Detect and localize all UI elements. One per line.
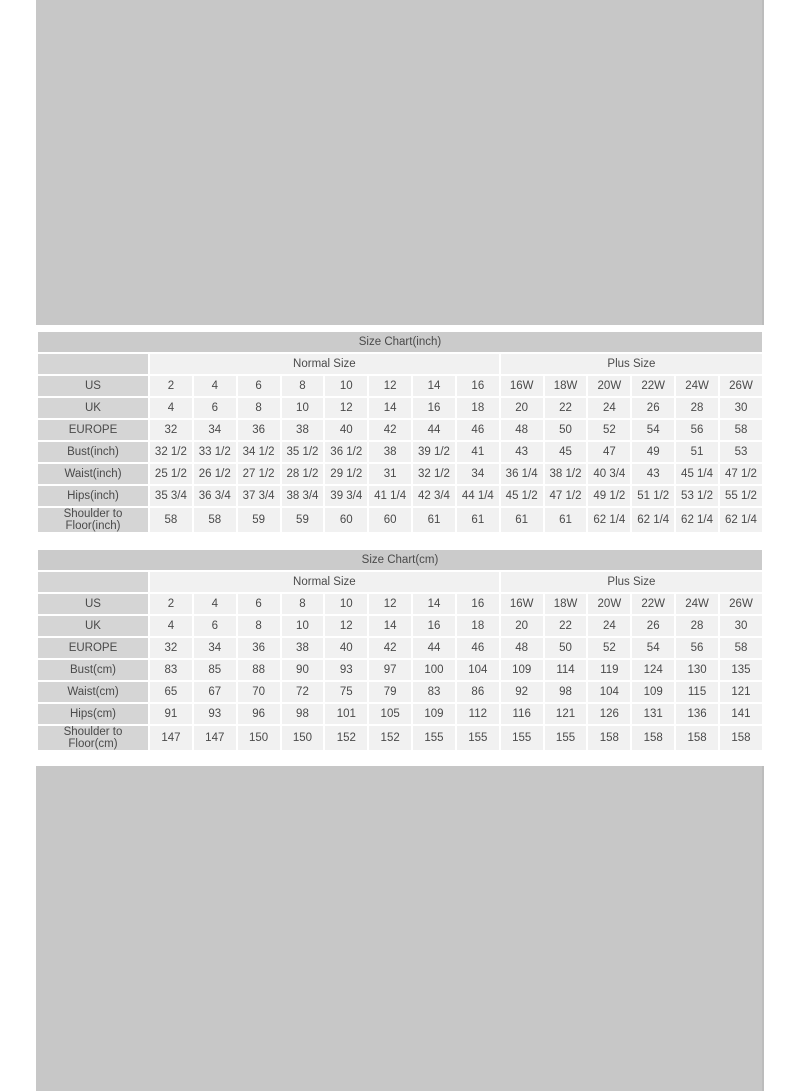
value-cell: 126 [588,704,630,724]
value-cell: 152 [325,726,367,750]
value-cell: 131 [632,704,674,724]
size-chart-panel [36,325,764,766]
value-cell: 24W [676,594,718,614]
value-cell: 88 [238,660,280,680]
value-cell: 40 [325,420,367,440]
value-cell: 16 [413,398,455,418]
value-cell: 51 [676,442,718,462]
value-cell: 22W [632,594,674,614]
value-cell: 147 [150,726,192,750]
value-cell: 60 [369,508,411,532]
value-cell: 130 [676,660,718,680]
table-row [38,442,762,462]
value-cell: 91 [150,704,192,724]
value-cell: 46 [457,420,499,440]
value-cell: 12 [325,398,367,418]
value-cell: 62 1/4 [720,508,762,532]
value-cell: 56 [676,638,718,658]
value-cell: 8 [282,594,324,614]
value-cell: 36 [238,638,280,658]
value-cell: 119 [588,660,630,680]
value-cell: 53 [720,442,762,462]
value-cell: 26W [720,376,762,396]
table-row [38,398,762,418]
value-cell: 38 [282,420,324,440]
group-header-normal-size: Normal Size [150,572,499,592]
value-cell: 18W [545,594,587,614]
value-cell: 34 [457,464,499,484]
value-cell: 16W [501,594,543,614]
row-label: Bust(inch) [38,442,148,462]
value-cell: 38 3/4 [282,486,324,506]
table-title: Size Chart(cm) [38,550,762,570]
row-label: Waist(cm) [38,682,148,702]
value-cell: 24 [588,398,630,418]
value-cell: 38 1/2 [545,464,587,484]
value-cell: 31 [369,464,411,484]
value-cell: 44 1/4 [457,486,499,506]
value-cell: 98 [282,704,324,724]
row-label: US [38,376,148,396]
value-cell: 62 1/4 [588,508,630,532]
value-cell: 114 [545,660,587,680]
value-cell: 56 [676,420,718,440]
value-cell: 18 [457,398,499,418]
value-cell: 65 [150,682,192,702]
value-cell: 2 [150,594,192,614]
value-cell: 46 [457,638,499,658]
value-cell: 67 [194,682,236,702]
size-chart-cm-table [36,548,764,752]
value-cell: 8 [282,376,324,396]
value-cell: 6 [238,376,280,396]
value-cell: 75 [325,682,367,702]
value-cell: 62 1/4 [676,508,718,532]
value-cell: 112 [457,704,499,724]
value-cell: 155 [457,726,499,750]
group-header-row [38,572,762,592]
value-cell: 22W [632,376,674,396]
value-cell: 97 [369,660,411,680]
value-cell: 20 [501,398,543,418]
value-cell: 147 [194,726,236,750]
value-cell: 50 [545,638,587,658]
value-cell: 30 [720,616,762,636]
group-header-normal-size: Normal Size [150,354,499,374]
value-cell: 6 [194,616,236,636]
value-cell: 18W [545,376,587,396]
value-cell: 105 [369,704,411,724]
value-cell: 10 [282,616,324,636]
value-cell: 14 [369,616,411,636]
value-cell: 83 [413,682,455,702]
value-cell: 24 [588,616,630,636]
value-cell: 26W [720,594,762,614]
value-cell: 34 1/2 [238,442,280,462]
value-cell: 24W [676,376,718,396]
value-cell: 109 [413,704,455,724]
corner-cell [38,572,148,592]
value-cell: 14 [413,594,455,614]
value-cell: 40 [325,638,367,658]
value-cell: 61 [545,508,587,532]
row-label: EUROPE [38,420,148,440]
value-cell: 61 [413,508,455,532]
value-cell: 42 [369,638,411,658]
value-cell: 35 1/2 [282,442,324,462]
value-cell: 12 [325,616,367,636]
value-cell: 22 [545,398,587,418]
size-chart-inch-table [36,330,764,534]
value-cell: 20W [588,376,630,396]
value-cell: 61 [457,508,499,532]
value-cell: 12 [369,594,411,614]
value-cell: 41 [457,442,499,462]
table-row [38,464,762,484]
value-cell: 26 [632,398,674,418]
value-cell: 10 [282,398,324,418]
value-cell: 100 [413,660,455,680]
table-title-row [38,550,762,570]
value-cell: 29 1/2 [325,464,367,484]
value-cell: 155 [413,726,455,750]
value-cell: 101 [325,704,367,724]
value-cell: 34 [194,420,236,440]
value-cell: 52 [588,638,630,658]
value-cell: 152 [369,726,411,750]
value-cell: 16W [501,376,543,396]
value-cell: 6 [194,398,236,418]
value-cell: 39 1/2 [413,442,455,462]
value-cell: 96 [238,704,280,724]
value-cell: 34 [194,638,236,658]
value-cell: 25 1/2 [150,464,192,484]
value-cell: 92 [501,682,543,702]
table-row [38,682,762,702]
value-cell: 158 [720,726,762,750]
group-header-plus-size: Plus Size [501,572,762,592]
value-cell: 85 [194,660,236,680]
value-cell: 14 [413,376,455,396]
value-cell: 141 [720,704,762,724]
value-cell: 28 1/2 [282,464,324,484]
value-cell: 47 1/2 [545,486,587,506]
value-cell: 41 1/4 [369,486,411,506]
row-label: UK [38,616,148,636]
value-cell: 109 [501,660,543,680]
value-cell: 54 [632,420,674,440]
value-cell: 72 [282,682,324,702]
value-cell: 33 1/2 [194,442,236,462]
table-row [38,420,762,440]
table-row [38,376,762,396]
table-row [38,594,762,614]
value-cell: 6 [238,594,280,614]
value-cell: 61 [501,508,543,532]
value-cell: 47 1/2 [720,464,762,484]
value-cell: 40 3/4 [588,464,630,484]
value-cell: 45 [545,442,587,462]
table-row [38,660,762,680]
value-cell: 16 [457,594,499,614]
value-cell: 90 [282,660,324,680]
value-cell: 109 [632,682,674,702]
value-cell: 42 [369,420,411,440]
value-cell: 55 1/2 [720,486,762,506]
value-cell: 45 1/4 [676,464,718,484]
value-cell: 121 [720,682,762,702]
value-cell: 59 [282,508,324,532]
value-cell: 98 [545,682,587,702]
value-cell: 58 [720,420,762,440]
value-cell: 58 [720,638,762,658]
row-label: Waist(inch) [38,464,148,484]
value-cell: 158 [632,726,674,750]
row-label: EUROPE [38,638,148,658]
value-cell: 38 [282,638,324,658]
group-header-row [38,354,762,374]
value-cell: 16 [413,616,455,636]
value-cell: 44 [413,420,455,440]
value-cell: 50 [545,420,587,440]
value-cell: 155 [501,726,543,750]
value-cell: 115 [676,682,718,702]
row-label: Shoulder to Floor(inch) [38,508,148,532]
value-cell: 26 [632,616,674,636]
value-cell: 62 1/4 [632,508,674,532]
value-cell: 93 [325,660,367,680]
value-cell: 48 [501,638,543,658]
value-cell: 32 [150,638,192,658]
row-label: Bust(cm) [38,660,148,680]
value-cell: 42 3/4 [413,486,455,506]
value-cell: 150 [282,726,324,750]
value-cell: 10 [325,594,367,614]
value-cell: 47 [588,442,630,462]
value-cell: 16 [457,376,499,396]
row-label: US [38,594,148,614]
corner-cell [38,354,148,374]
value-cell: 93 [194,704,236,724]
table-title: Size Chart(inch) [38,332,762,352]
table-row [38,638,762,658]
value-cell: 48 [501,420,543,440]
value-cell: 104 [588,682,630,702]
table-title-row [38,332,762,352]
value-cell: 158 [676,726,718,750]
value-cell: 59 [238,508,280,532]
value-cell: 52 [588,420,630,440]
value-cell: 32 1/2 [413,464,455,484]
value-cell: 12 [369,376,411,396]
value-cell: 124 [632,660,674,680]
value-cell: 36 3/4 [194,486,236,506]
value-cell: 51 1/2 [632,486,674,506]
table-row [38,726,762,750]
value-cell: 35 3/4 [150,486,192,506]
table-row [38,508,762,532]
table-row [38,704,762,724]
value-cell: 4 [194,594,236,614]
value-cell: 36 [238,420,280,440]
value-cell: 8 [238,616,280,636]
value-cell: 22 [545,616,587,636]
value-cell: 4 [150,398,192,418]
group-header-plus-size: Plus Size [501,354,762,374]
row-label: Shoulder to Floor(cm) [38,726,148,750]
value-cell: 158 [588,726,630,750]
value-cell: 32 [150,420,192,440]
value-cell: 2 [150,376,192,396]
value-cell: 10 [325,376,367,396]
value-cell: 58 [150,508,192,532]
value-cell: 18 [457,616,499,636]
value-cell: 79 [369,682,411,702]
value-cell: 37 3/4 [238,486,280,506]
value-cell: 44 [413,638,455,658]
value-cell: 14 [369,398,411,418]
value-cell: 38 [369,442,411,462]
value-cell: 27 1/2 [238,464,280,484]
value-cell: 70 [238,682,280,702]
value-cell: 32 1/2 [150,442,192,462]
value-cell: 54 [632,638,674,658]
value-cell: 136 [676,704,718,724]
value-cell: 8 [238,398,280,418]
value-cell: 26 1/2 [194,464,236,484]
value-cell: 155 [545,726,587,750]
value-cell: 20 [501,616,543,636]
value-cell: 36 1/4 [501,464,543,484]
row-label: Hips(inch) [38,486,148,506]
value-cell: 28 [676,616,718,636]
value-cell: 43 [501,442,543,462]
value-cell: 104 [457,660,499,680]
value-cell: 150 [238,726,280,750]
value-cell: 53 1/2 [676,486,718,506]
row-label: UK [38,398,148,418]
value-cell: 60 [325,508,367,532]
value-cell: 86 [457,682,499,702]
value-cell: 20W [588,594,630,614]
value-cell: 30 [720,398,762,418]
value-cell: 116 [501,704,543,724]
value-cell: 58 [194,508,236,532]
value-cell: 45 1/2 [501,486,543,506]
value-cell: 49 [632,442,674,462]
value-cell: 39 3/4 [325,486,367,506]
value-cell: 83 [150,660,192,680]
table-row [38,616,762,636]
table-row [38,486,762,506]
value-cell: 4 [194,376,236,396]
row-label: Hips(cm) [38,704,148,724]
value-cell: 43 [632,464,674,484]
value-cell: 36 1/2 [325,442,367,462]
value-cell: 28 [676,398,718,418]
value-cell: 4 [150,616,192,636]
value-cell: 121 [545,704,587,724]
value-cell: 49 1/2 [588,486,630,506]
value-cell: 135 [720,660,762,680]
